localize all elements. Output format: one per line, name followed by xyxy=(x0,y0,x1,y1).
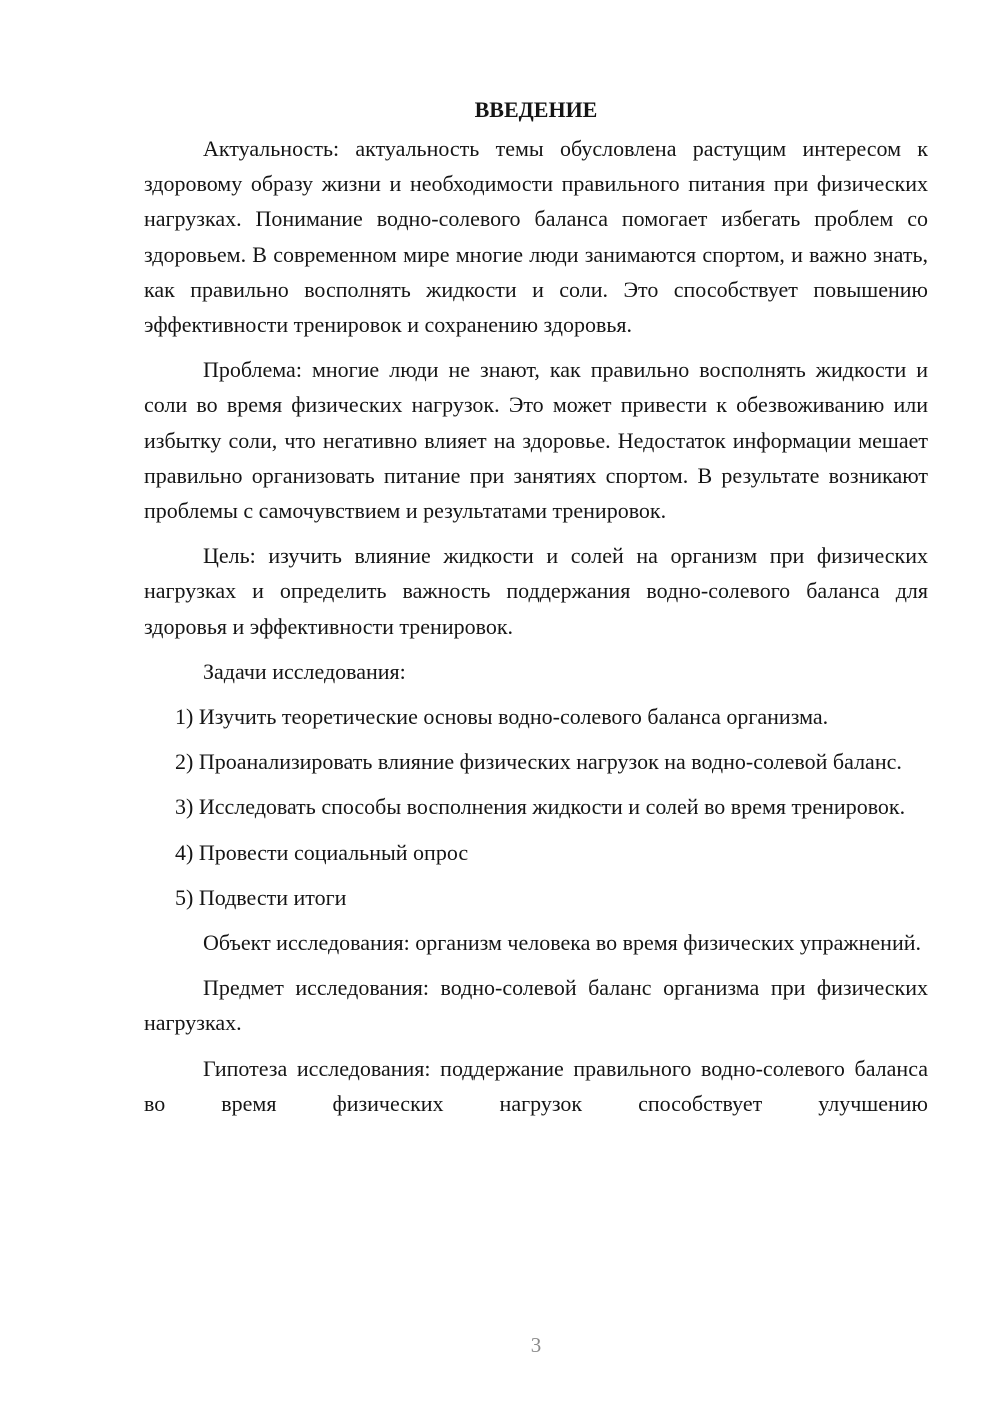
task-item-2: 2) Проанализировать влияние физических нагрузок на водно-солевой баланс. xyxy=(175,749,902,775)
tasks-heading: Задачи исследования: xyxy=(203,658,406,684)
object-paragraph: Объект исследования: организм человека во время физических упражнений. xyxy=(203,930,921,956)
page-number: 3 xyxy=(530,1333,542,1357)
task-item-5: 5) Подвести итоги xyxy=(175,884,347,910)
task-item-3: 3) Исследовать способы восполнения жидкости и солей во время тренировок. xyxy=(175,794,906,820)
task-item-4: 4) Провести социальный опрос xyxy=(175,839,469,865)
subject-paragraph: Предмет исследования: водно-солевой баланс организма при физических нагрузках. xyxy=(144,975,928,1036)
hypothesis-paragraph: Гипотеза исследования: поддержание правильного водно-солевого баланса во время физических нагрузок способствует улучшению xyxy=(144,1055,928,1116)
task-item-1: 1) Изучить теоретические основы водно-солевого баланса организма. xyxy=(175,704,829,730)
problem-paragraph: Проблема: многие люди не знают, как правильно восполнять жидкости и соли во время физических нагрузок. Это может привести к обезвоживанию или избытку соли, что негативно влияет на здоровье. Недостаток информации мешает правильно организовать питание при занятиях спортом. В результате возникают проблемы с самочувствием и результатами тренировок. xyxy=(144,357,928,524)
section-title: ВВЕДЕНИЕ xyxy=(474,97,598,122)
page-content xyxy=(144,92,928,1131)
goal-paragraph: Цель: изучить влияние жидкости и солей на организм при физических нагрузках и определить важность поддержания водно-солевого баланса для здоровья и эффективности тренировок. xyxy=(144,543,928,639)
relevance-paragraph: Актуальность: актуальность темы обусловлена растущим интересом к здоровому образу жизни и необходимости правильного питания при физических нагрузках. Понимание водно-солевого баланса помогает избегать проблем со здоровьем. В современном мире многие люди занимаются спортом, и важно знать, как правильно восполнять жидкости и соли. Это способствует повышению эффективности тренировок и сохранению здоровья. xyxy=(144,136,928,338)
